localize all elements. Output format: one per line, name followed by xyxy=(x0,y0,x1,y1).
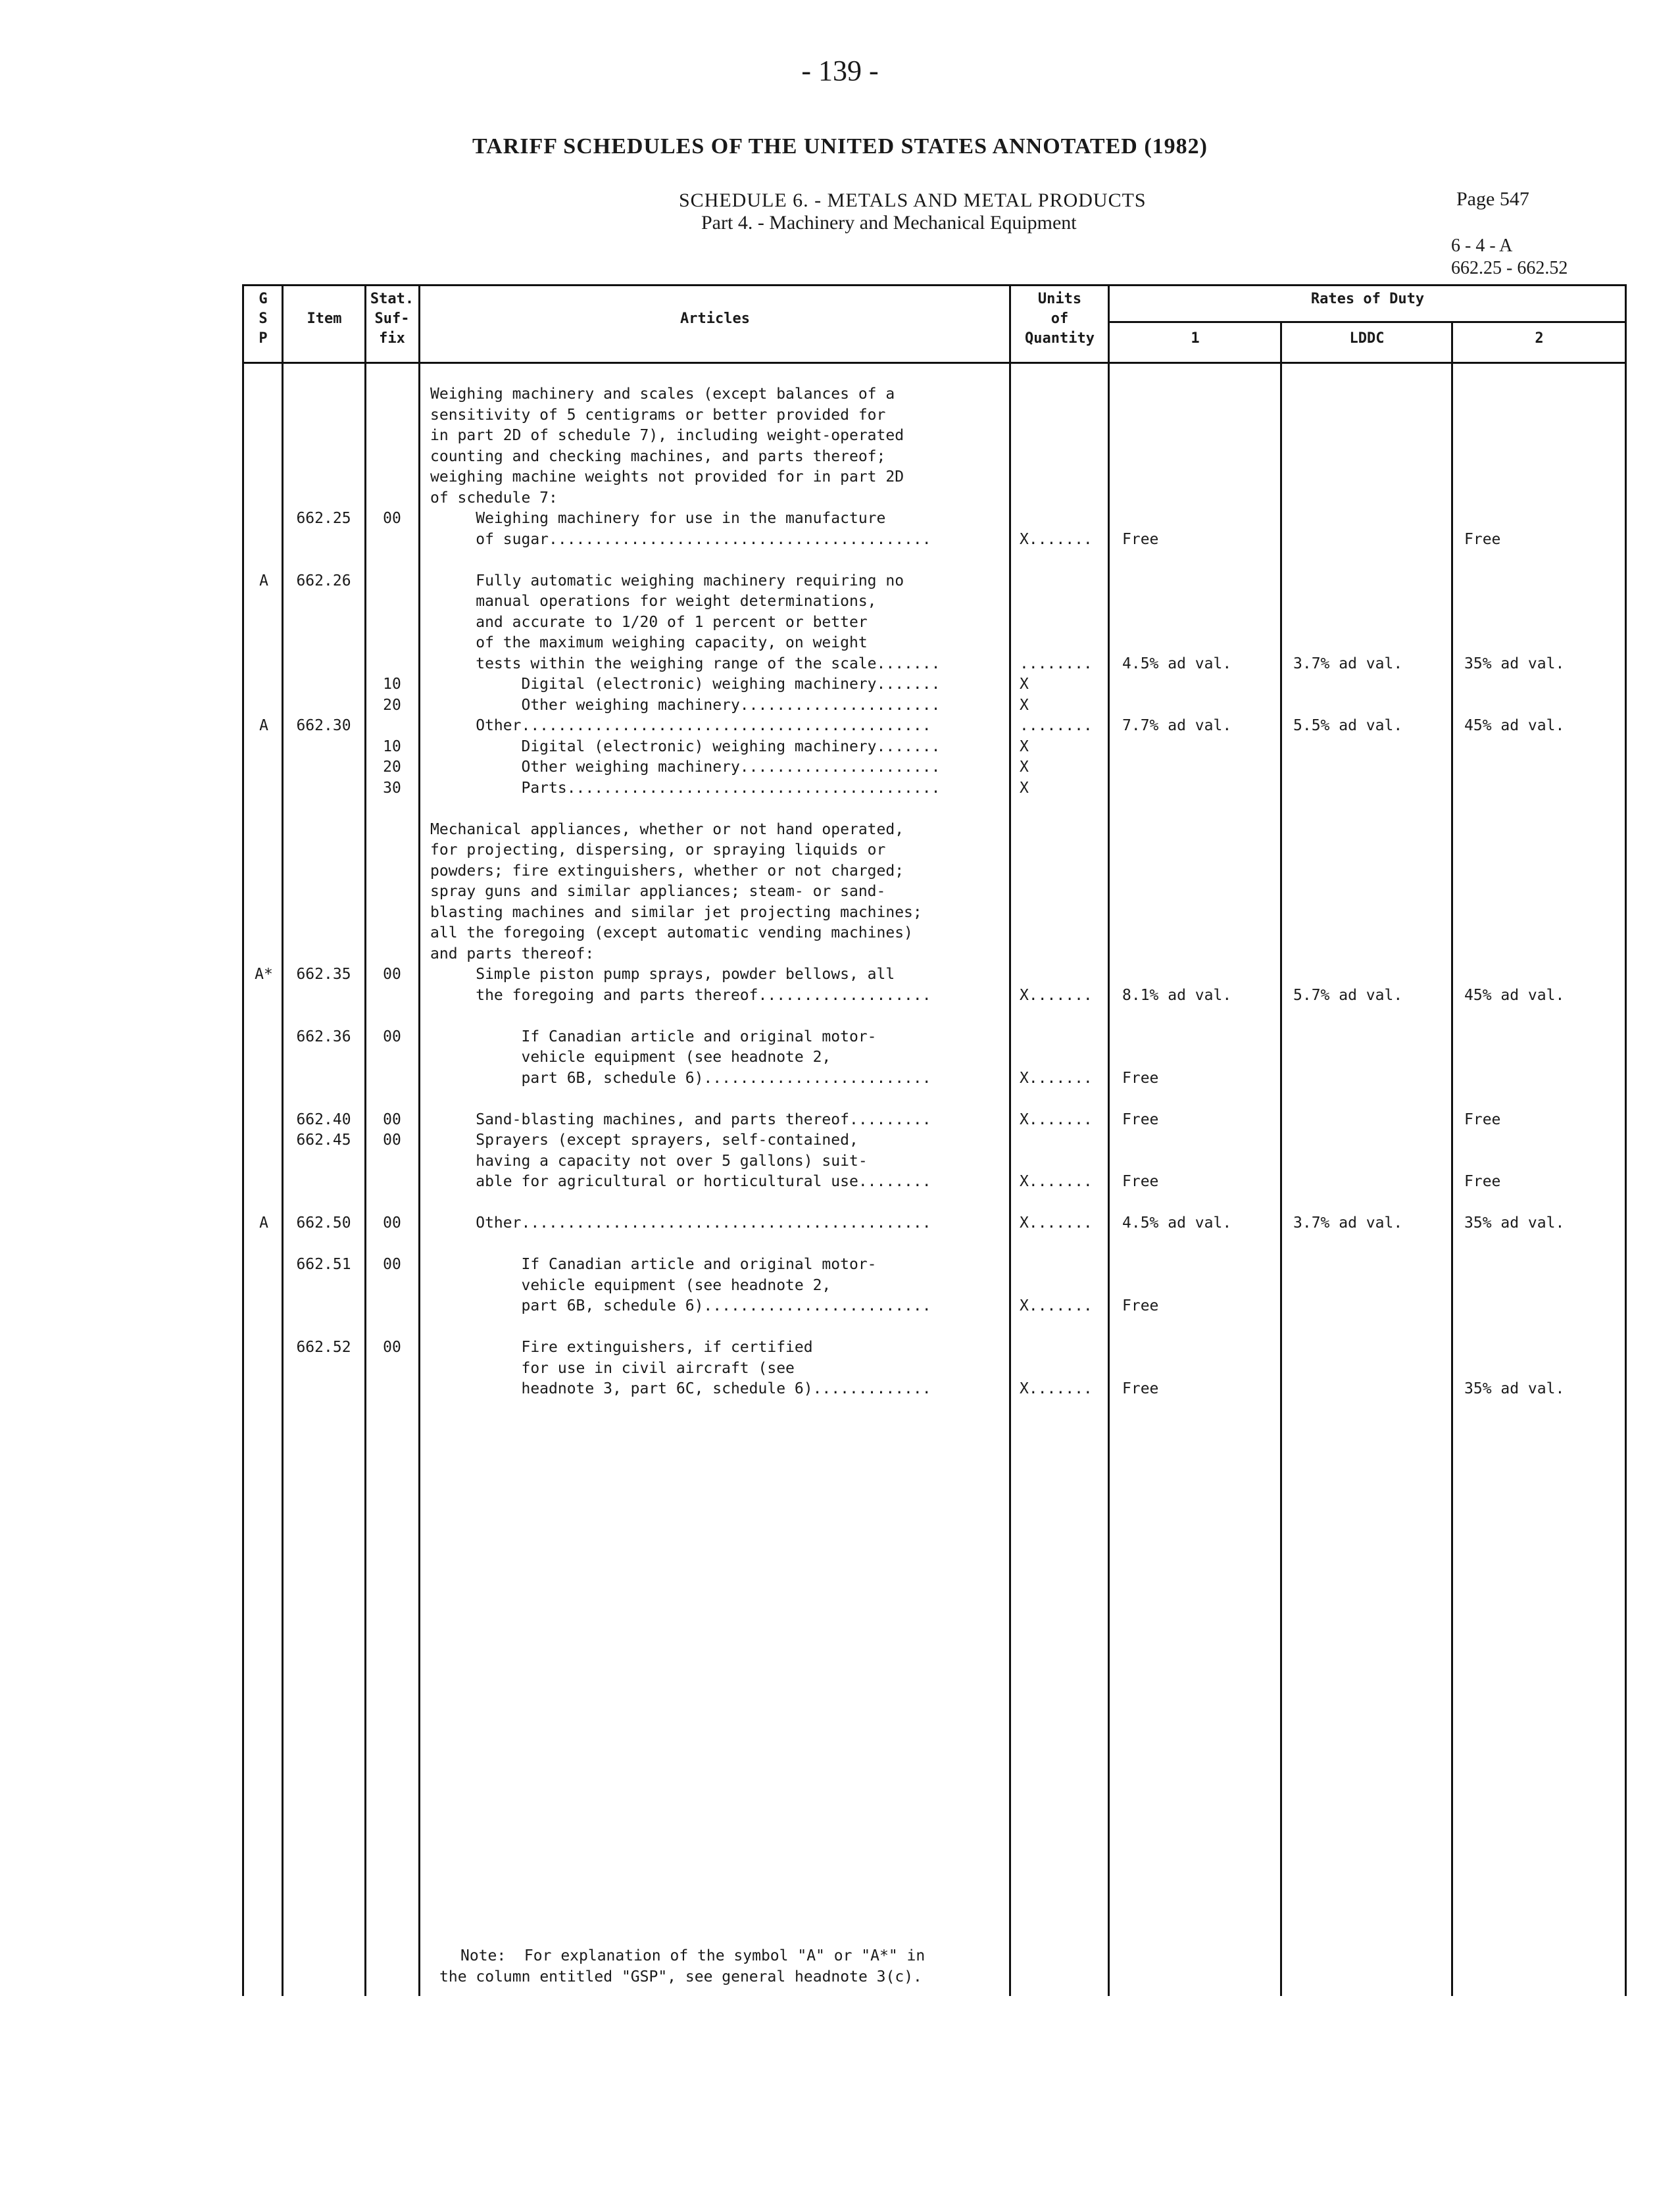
rate-2: 35% ad val. xyxy=(1464,1214,1565,1232)
rate-1: 4.5% ad val. xyxy=(1122,1214,1232,1232)
stat-suffix: 00 xyxy=(383,1256,401,1273)
rate-2: 45% ad val. xyxy=(1464,986,1565,1004)
unit-quantity: X....... xyxy=(1020,1214,1093,1232)
rate-2: Free xyxy=(1464,530,1501,548)
header-units: Units of Quantity xyxy=(1025,291,1095,347)
article-text: in part 2D of schedule 7), including weight-operated xyxy=(430,427,904,444)
article-text: tests within the weighing range of the scale....... xyxy=(430,655,941,672)
unit-quantity: X....... xyxy=(1020,1380,1093,1397)
schedule-heading: SCHEDULE 6. - METALS AND METAL PRODUCTS xyxy=(679,189,1147,211)
unit-quantity: X xyxy=(1020,779,1029,797)
article-text: for projecting, dispersing, or spraying liquids or xyxy=(430,841,886,859)
section-id: 6 - 4 - A xyxy=(1451,236,1513,256)
stat-suffix: 00 xyxy=(383,1132,401,1149)
article-text: Sand-blasting machines, and parts thereof......... xyxy=(430,1110,931,1128)
article-text: all the foregoing (except automatic vending machines) xyxy=(430,924,913,941)
item-number: 662.51 xyxy=(296,1256,351,1273)
item-range: 662.25 - 662.52 xyxy=(1451,258,1568,278)
article-text: powders; fire extinguishers, whether or not charged; xyxy=(430,862,904,880)
header-rates-of-duty: Rates of Duty xyxy=(1310,291,1425,307)
article-text: Digital (electronic) weighing machinery....... xyxy=(430,737,941,755)
article-text: Fire extinguishers, if certified xyxy=(430,1339,813,1356)
rate-2: 35% ad val. xyxy=(1464,655,1565,672)
table-top-rule xyxy=(242,284,1626,286)
unit-quantity: X....... xyxy=(1020,1110,1093,1128)
article-text: Mechanical appliances, whether or not hand operated, xyxy=(430,820,904,838)
rate-1: Free xyxy=(1122,1110,1159,1128)
rate-1: 4.5% ad val. xyxy=(1122,655,1232,672)
page-number: - 139 - xyxy=(801,55,879,87)
item-number: 662.35 xyxy=(296,966,351,983)
article-text: If Canadian article and original motor- xyxy=(430,1256,877,1273)
rate-1: Free xyxy=(1122,530,1159,548)
unit-quantity: X....... xyxy=(1020,1297,1093,1314)
article-text: the foregoing and parts thereof................... xyxy=(430,986,931,1004)
article-text: Parts......................................... xyxy=(430,779,941,797)
stat-suffix: 00 xyxy=(383,1110,401,1128)
article-text: Other weighing machinery...................... xyxy=(430,696,941,714)
col-rule-rate1 xyxy=(1280,321,1282,1996)
item-number: 662.52 xyxy=(296,1339,351,1356)
col-rule-stat xyxy=(418,284,420,1996)
article-text: of sugar.......................................... xyxy=(430,530,931,548)
rate-2: 35% ad val. xyxy=(1464,1380,1565,1397)
article-text: part 6B, schedule 6)......................... xyxy=(430,1069,931,1087)
rate-lddc: 5.5% ad val. xyxy=(1293,717,1403,734)
article-text: blasting machines and similar jet projecting machines; xyxy=(430,903,922,921)
stat-suffix: 00 xyxy=(383,1214,401,1232)
rate-lddc: 5.7% ad val. xyxy=(1293,986,1403,1004)
article-text: Sprayers (except sprayers, self-contained, xyxy=(430,1132,858,1149)
unit-quantity: X xyxy=(1020,676,1029,693)
article-text: Digital (electronic) weighing machinery....... xyxy=(430,676,941,693)
article-text: Simple piston pump sprays, powder bellows, all xyxy=(430,966,895,983)
article-text: counting and checking machines, and parts thereof; xyxy=(430,447,886,465)
col-rule-gsp xyxy=(282,284,284,1996)
rate-1: Free xyxy=(1122,1173,1159,1190)
header-rate-1: 1 xyxy=(1191,330,1200,347)
article-text: sensitivity of 5 centigrams or better provided for xyxy=(430,406,886,424)
article-text: headnote 3, part 6C, schedule 6)............. xyxy=(430,1380,931,1397)
rate-2: Free xyxy=(1464,1173,1501,1190)
unit-quantity: X....... xyxy=(1020,1173,1093,1190)
gsp-note-line-2: the column entitled "GSP", see general headnote 3(c). xyxy=(439,1968,922,1985)
article-text: having a capacity not over 5 gallons) suit- xyxy=(430,1152,868,1170)
rate-lddc: 3.7% ad val. xyxy=(1293,1214,1403,1232)
item-number: 662.25 xyxy=(296,510,351,527)
unit-quantity: X xyxy=(1020,759,1029,776)
rate-lddc: 3.7% ad val. xyxy=(1293,655,1403,672)
article-text: Other............................................. xyxy=(430,1214,931,1232)
stat-suffix: 00 xyxy=(383,1028,401,1045)
stat-suffix: 20 xyxy=(383,759,401,776)
col-rule-item xyxy=(364,284,366,1996)
article-text: and accurate to 1/20 of 1 percent or better xyxy=(430,613,868,631)
part-heading: Part 4. - Machinery and Mechanical Equipment xyxy=(701,212,1077,234)
article-text: manual operations for weight determinations, xyxy=(430,593,877,610)
gsp-cell: A* xyxy=(255,966,273,983)
col-rule-lddc xyxy=(1451,321,1453,1996)
article-text: vehicle equipment (see headnote 2, xyxy=(430,1049,831,1066)
article-text: Weighing machinery and scales (except balances of a xyxy=(430,386,895,403)
article-text: If Canadian article and original motor- xyxy=(430,1028,877,1045)
item-number: 662.30 xyxy=(296,717,351,734)
header-rate-lddc: LDDC xyxy=(1349,330,1385,347)
rates-subheader-rule xyxy=(1109,321,1626,323)
article-text: of the maximum weighing capacity, on weight xyxy=(430,634,868,651)
document-title: TARIFF SCHEDULES OF THE UNITED STATES ANNOTATED (1982) xyxy=(472,134,1208,159)
article-text: weighing machine weights not provided for in part 2D xyxy=(430,468,904,486)
header-bottom-rule xyxy=(242,362,1626,364)
unit-quantity: ........ xyxy=(1020,655,1093,672)
unit-quantity: X xyxy=(1020,737,1029,755)
header-gsp: G S P xyxy=(259,291,268,347)
header-rate-2: 2 xyxy=(1535,330,1544,347)
stat-suffix: 20 xyxy=(383,696,401,714)
header-item: Item xyxy=(307,311,342,327)
stat-suffix: 00 xyxy=(383,510,401,527)
unit-quantity: X....... xyxy=(1020,530,1093,548)
unit-quantity: X....... xyxy=(1020,1069,1093,1087)
rate-1: 7.7% ad val. xyxy=(1122,717,1232,734)
article-text: Other............................................. xyxy=(430,717,931,734)
article-text: Weighing machinery for use in the manufacture xyxy=(430,510,886,527)
article-text: for use in civil aircraft (see xyxy=(430,1359,795,1377)
article-text: Other weighing machinery...................... xyxy=(430,759,941,776)
header-articles: Articles xyxy=(680,311,750,327)
item-number: 662.26 xyxy=(296,572,351,589)
col-rule-left xyxy=(242,284,244,1996)
article-text: and parts thereof: xyxy=(430,945,595,962)
unit-quantity: X xyxy=(1020,696,1029,714)
header-stat-suffix: Stat. Suf- fix xyxy=(370,291,414,347)
page-label: Page 547 xyxy=(1456,188,1529,210)
item-number: 662.50 xyxy=(296,1214,351,1232)
article-text: spray guns and similar appliances; steam- or sand- xyxy=(430,883,886,900)
rate-1: Free xyxy=(1122,1297,1159,1314)
col-rule-right xyxy=(1625,284,1627,1996)
stat-suffix: 10 xyxy=(383,676,401,693)
stat-suffix: 10 xyxy=(383,737,401,755)
item-number: 662.45 xyxy=(296,1132,351,1149)
rate-1: 8.1% ad val. xyxy=(1122,986,1232,1004)
article-text: Fully automatic weighing machinery requiring no xyxy=(430,572,904,589)
stat-suffix: 00 xyxy=(383,1339,401,1356)
article-text: of schedule 7: xyxy=(430,489,558,507)
rate-1: Free xyxy=(1122,1069,1159,1087)
stat-suffix: 30 xyxy=(383,779,401,797)
unit-quantity: X....... xyxy=(1020,986,1093,1004)
rate-2: Free xyxy=(1464,1110,1501,1128)
unit-quantity: ........ xyxy=(1020,717,1093,734)
rate-1: Free xyxy=(1122,1380,1159,1397)
stat-suffix: 00 xyxy=(383,966,401,983)
gsp-cell: A xyxy=(259,717,268,734)
gsp-cell: A xyxy=(259,572,268,589)
article-text: part 6B, schedule 6)......................... xyxy=(430,1297,931,1314)
article-text: able for agricultural or horticultural use........ xyxy=(430,1173,931,1190)
item-number: 662.36 xyxy=(296,1028,351,1045)
gsp-note-line-1: Note: For explanation of the symbol "A" or "A*" in xyxy=(460,1947,926,1964)
gsp-cell: A xyxy=(259,1214,268,1232)
article-text: vehicle equipment (see headnote 2, xyxy=(430,1276,831,1294)
rate-2: 45% ad val. xyxy=(1464,717,1565,734)
col-rule-articles xyxy=(1009,284,1011,1996)
col-rule-units xyxy=(1108,284,1110,1996)
item-number: 662.40 xyxy=(296,1110,351,1128)
